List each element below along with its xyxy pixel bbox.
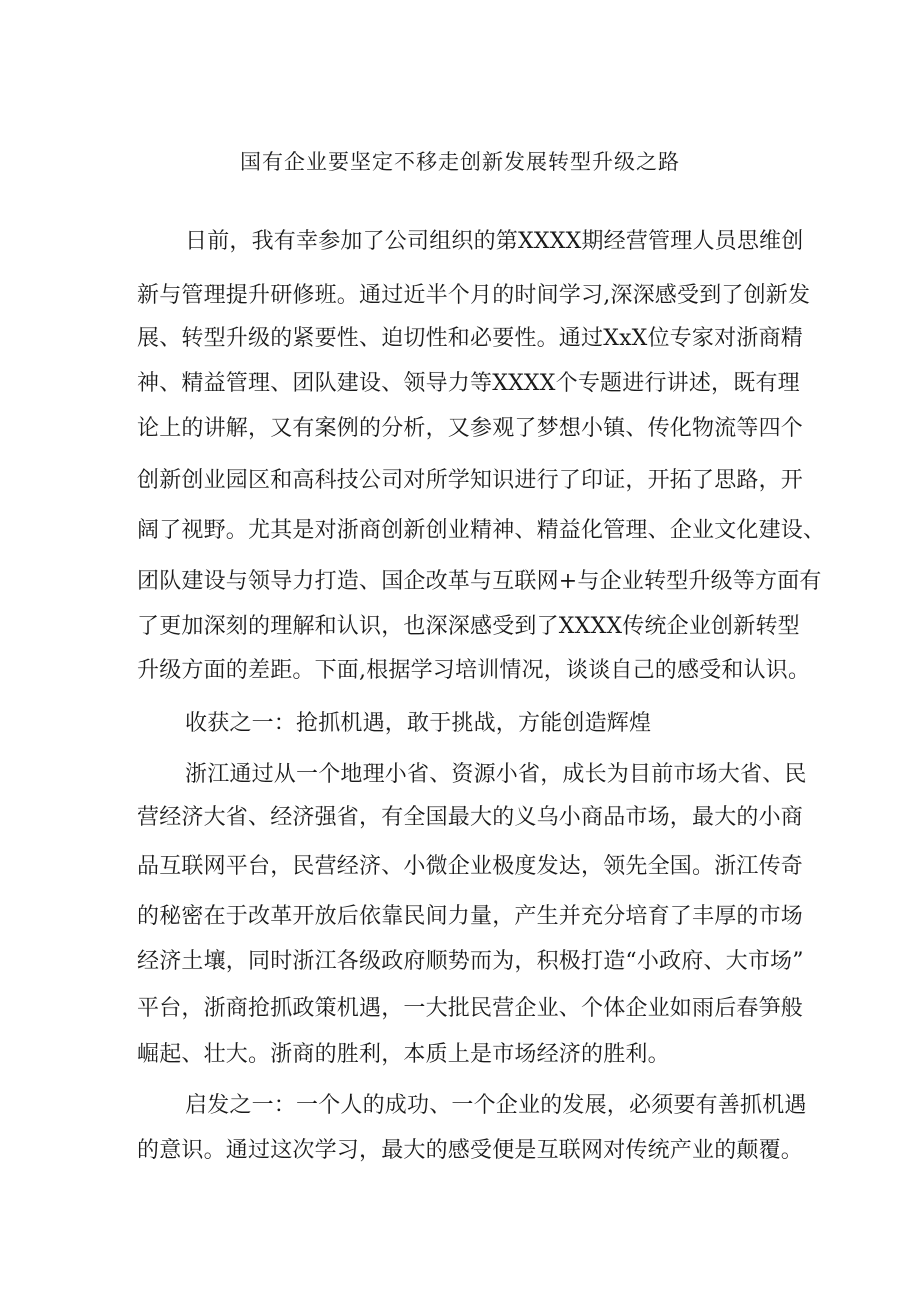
paragraph-line: 经济土壤，同时浙江各级政府顺势而为，积极打造“小政府、大市场” — [137, 949, 804, 974]
paragraph-line: 日前，我有幸参加了公司组织的第XXXX期经营管理人员思维创 — [185, 229, 804, 254]
paragraph-line: 新与管理提升研修班。通过近半个月的时间学习,深深感受到了创新发 — [137, 283, 811, 308]
paragraph-line: 的意识。通过这次学习，最大的感受便是互联网对传统产业的颠覆。 — [137, 1138, 804, 1163]
paragraph-line: 展、转型升级的紧要性、迫切性和必要性。通过XxX位专家对浙商精 — [137, 326, 803, 351]
paragraph-line: 浙江通过从一个地理小省、资源小省，成长为目前市场大省、民 — [185, 762, 807, 787]
paragraph-line: 启发之一：一个人的成功、一个企业的发展，必须要有善抓机遇 — [185, 1093, 807, 1118]
paragraph-line: 论上的讲解，又有案例的分析，又参观了梦想小镇、传化物流等四个 — [137, 416, 804, 441]
paragraph-line: 品互联网平台，民营经济、小微企业极度发达，领先全国。浙江传奇 — [137, 854, 804, 879]
paragraph-line: 营经济大省、经济强省，有全国最大的义乌小商品市场，最大的小商 — [137, 805, 804, 830]
paragraph-line: 了更加深刻的理解和认识，也深深感受到了XXXX传统企业创新转型 — [137, 614, 800, 639]
paragraph-line: 阔了视野。尤其是对浙商创新创业精神、精益化管理、企业文化建设、 — [137, 518, 826, 543]
paragraph-line: 神、精益管理、团队建设、领导力等XXXX个专题进行讲述，既有理 — [137, 371, 800, 396]
paragraph-line: 团队建设与领导力打造、国企改革与互联网+与企业转型升级等方面有 — [137, 569, 822, 594]
paragraph-line: 崛起、壮大。浙商的胜利，本质上是市场经济的胜利。 — [137, 1042, 670, 1067]
document-title: 国有企业要坚定不移走创新发展转型升级之路 — [240, 150, 680, 174]
section-heading: 收获之一：抢抓机遇，敢于挑战，方能创造辉煌 — [185, 711, 652, 736]
paragraph-line: 创新创业园区和高科技公司对所学知识进行了印证，开拓了思路，开 — [137, 468, 804, 493]
paragraph-line: 升级方面的差距。下面,根据学习培训情况，谈谈自己的感受和认识。 — [137, 658, 811, 683]
paragraph-line: 平台，浙商抢抓政策机遇，一大批民营企业、个体企业如雨后春笋般 — [137, 996, 804, 1021]
paragraph-line: 的秘密在于改革开放后依靠民间力量，产生并充分培育了丰厚的市场 — [137, 904, 804, 929]
